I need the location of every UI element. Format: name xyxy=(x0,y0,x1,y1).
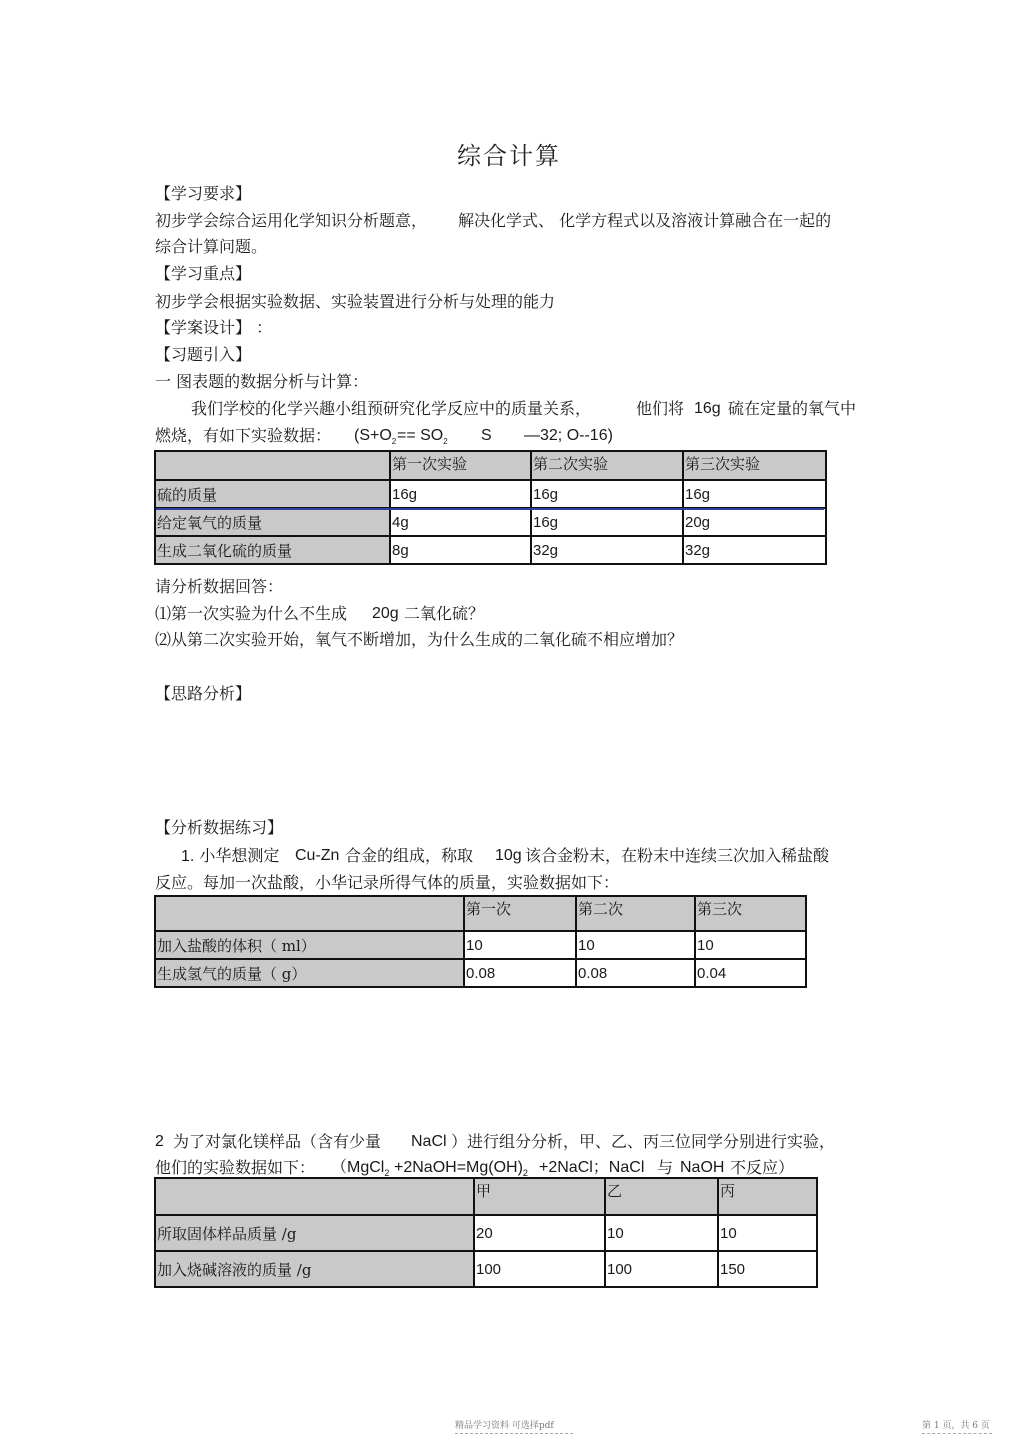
table-header-cell: 乙 xyxy=(605,1178,718,1215)
row-label: 生成氢气的质量（ g） xyxy=(155,959,464,987)
practice2-text-noreact: 不反应） xyxy=(730,1158,795,1177)
table-header-cell: 第一次实验 xyxy=(390,451,531,480)
row-label: 所取固体样品质量 /g xyxy=(155,1215,474,1251)
practice1-text-1a: 1. 小华想测定 xyxy=(181,846,280,865)
practice1-text-1d: 10g xyxy=(495,847,522,864)
table-cell: 0.08 xyxy=(576,959,695,987)
table-header-cell xyxy=(155,451,390,480)
table-cell: 0.08 xyxy=(464,959,576,987)
problem1-text-2a: 燃烧，有如下实验数据： xyxy=(155,426,332,445)
practice1-text-2: 反应。每加一次盐酸，小华记录所得气体的质量，实验数据如下： xyxy=(155,873,620,892)
table-row xyxy=(155,1215,817,1251)
practice2-number: 2 xyxy=(155,1133,164,1150)
question-1a: ⑴第一次实验为什么不生成 xyxy=(155,604,348,623)
footer-source-note: 精品学习资料 可选择pdf xyxy=(455,1421,554,1431)
question-2: ⑵从第二次实验开始，氧气不断增加，为什么生成的二氧化硫不相应增加？ xyxy=(155,630,684,649)
hydrochloric-acid-table xyxy=(154,895,807,988)
requirements-text-1b: 解决化学式、 化学方程式以及溶液计算融合在一起的 xyxy=(458,211,832,230)
table-header-cell xyxy=(155,1178,474,1215)
table-row-divider xyxy=(156,508,824,510)
practice2-text-and: 与 xyxy=(657,1158,674,1177)
practice1-text-1c: 合金的组成，称取 xyxy=(345,846,474,865)
section-heading-requirements: 【学习要求】 xyxy=(155,184,252,203)
problem1-text-1c: 16g xyxy=(694,400,721,417)
table-header-row xyxy=(155,451,826,480)
section-heading-analysis: 【思路分析】 xyxy=(155,684,252,703)
problem1-text-1d: 硫在定量的氧气中 xyxy=(728,399,857,418)
table-header-cell: 第二次 xyxy=(576,896,695,931)
requirements-text-1a: 初步学会综合运用化学知识分析题意， xyxy=(155,211,428,230)
table-cell: 16g xyxy=(390,480,531,508)
problem1-text-1a: 我们学校的化学兴趣小组预研究化学反应中的质量关系， xyxy=(191,399,592,418)
part1-heading: 一 图表题的数据分析与计算： xyxy=(155,372,369,391)
table-cell: 16g xyxy=(531,480,683,508)
practice2-text-1c: ）进行组分分析，甲、乙、丙三位同学分别进行实验， xyxy=(451,1132,836,1151)
table-cell: 20g xyxy=(683,508,826,536)
practice2-text-1a: 为了对氯化镁样品（含有少量 xyxy=(173,1132,382,1151)
footer-divider xyxy=(455,1433,573,1434)
table-cell: 10 xyxy=(605,1215,718,1251)
table-row xyxy=(155,1251,817,1287)
table-cell: 100 xyxy=(474,1251,605,1287)
equation-product: == $SO_2$ xyxy=(397,427,448,447)
table-cell: 16g xyxy=(531,508,683,536)
atomic-mass-s: S xyxy=(481,427,492,444)
row-label: 给定氧气的质量 xyxy=(155,508,390,536)
table-row xyxy=(155,931,806,959)
table-cell: 100 xyxy=(605,1251,718,1287)
practice2-equation-b: $+2NaOH=Mg(OH)_2$ xyxy=(394,1159,528,1179)
table-cell: 16g xyxy=(683,480,826,508)
table-cell: 10 xyxy=(464,931,576,959)
problem1-text-1b: 他们将 xyxy=(636,399,685,418)
section-heading-practice: 【分析数据练习】 xyxy=(155,818,284,837)
row-label: 生成二氧化硫的质量 xyxy=(155,536,390,564)
table-cell: 10 xyxy=(695,931,806,959)
table-cell: 150 xyxy=(718,1251,817,1287)
practice2-text-naoh: NaOH xyxy=(680,1159,725,1176)
table-cell: 32g xyxy=(683,536,826,564)
footer-page-number: 第 1 页，共 6 页 xyxy=(922,1421,990,1431)
table-header-row xyxy=(155,896,806,931)
table-cell: 10 xyxy=(576,931,695,959)
table-header-cell: 甲 xyxy=(474,1178,605,1215)
focus-text: 初步学会根据实验数据、实验装置进行分析与处理的能力 xyxy=(155,292,556,311)
table-row xyxy=(155,536,826,564)
equation-reactants: ($S+O_2$ xyxy=(354,427,397,447)
section-heading-intro: 【习题引入】 xyxy=(155,345,252,364)
table-cell: 20 xyxy=(474,1215,605,1251)
document-title: 综合计算 xyxy=(457,142,561,170)
section-heading-focus: 【学习重点】 xyxy=(155,264,252,283)
requirements-text-2: 综合计算问题。 xyxy=(155,237,268,256)
atomic-mass-values: —32; O--16) xyxy=(524,427,613,444)
practice2-equation-c: +2NaCl；NaCl xyxy=(539,1159,645,1176)
row-label: 加入盐酸的体积（ ml） xyxy=(155,931,464,959)
question-1c: 二氧化硫？ xyxy=(404,604,485,623)
practice2-text-1b: NaCl xyxy=(411,1133,447,1150)
table-header-cell: 第一次 xyxy=(464,896,576,931)
table-cell: 8g xyxy=(390,536,531,564)
table-header-cell: 丙 xyxy=(718,1178,817,1215)
table-cell: 10 xyxy=(718,1215,817,1251)
table-cell: 4g xyxy=(390,508,531,536)
table-header-row xyxy=(155,1178,817,1215)
section-heading-design: 【学案设计】 ： xyxy=(155,318,273,337)
table-cell: 32g xyxy=(531,536,683,564)
table-header-cell xyxy=(155,896,464,931)
footer-divider xyxy=(922,1433,992,1434)
row-label: 加入烧碱溶液的质量 /g xyxy=(155,1251,474,1287)
magnesium-chloride-table xyxy=(154,1177,818,1288)
table-row xyxy=(155,480,826,508)
table-header-cell: 第三次实验 xyxy=(683,451,826,480)
table-header-cell: 第二次实验 xyxy=(531,451,683,480)
practice2-equation-a: （MgCl$_2$ xyxy=(331,1159,390,1179)
table-cell: 0.04 xyxy=(695,959,806,987)
question-prompt: 请分析数据回答： xyxy=(155,577,284,596)
practice1-text-1e: 该合金粉末，在粉末中连续三次加入稀盐酸 xyxy=(525,846,830,865)
table-row xyxy=(155,959,806,987)
practice1-text-1b: Cu-Zn xyxy=(295,847,340,864)
row-label: 硫的质量 xyxy=(155,480,390,508)
table-header-cell: 第三次 xyxy=(695,896,806,931)
question-1b: 20g xyxy=(372,605,399,622)
practice2-text-2a: 他们的实验数据如下： xyxy=(155,1158,316,1177)
table-row xyxy=(155,508,826,536)
